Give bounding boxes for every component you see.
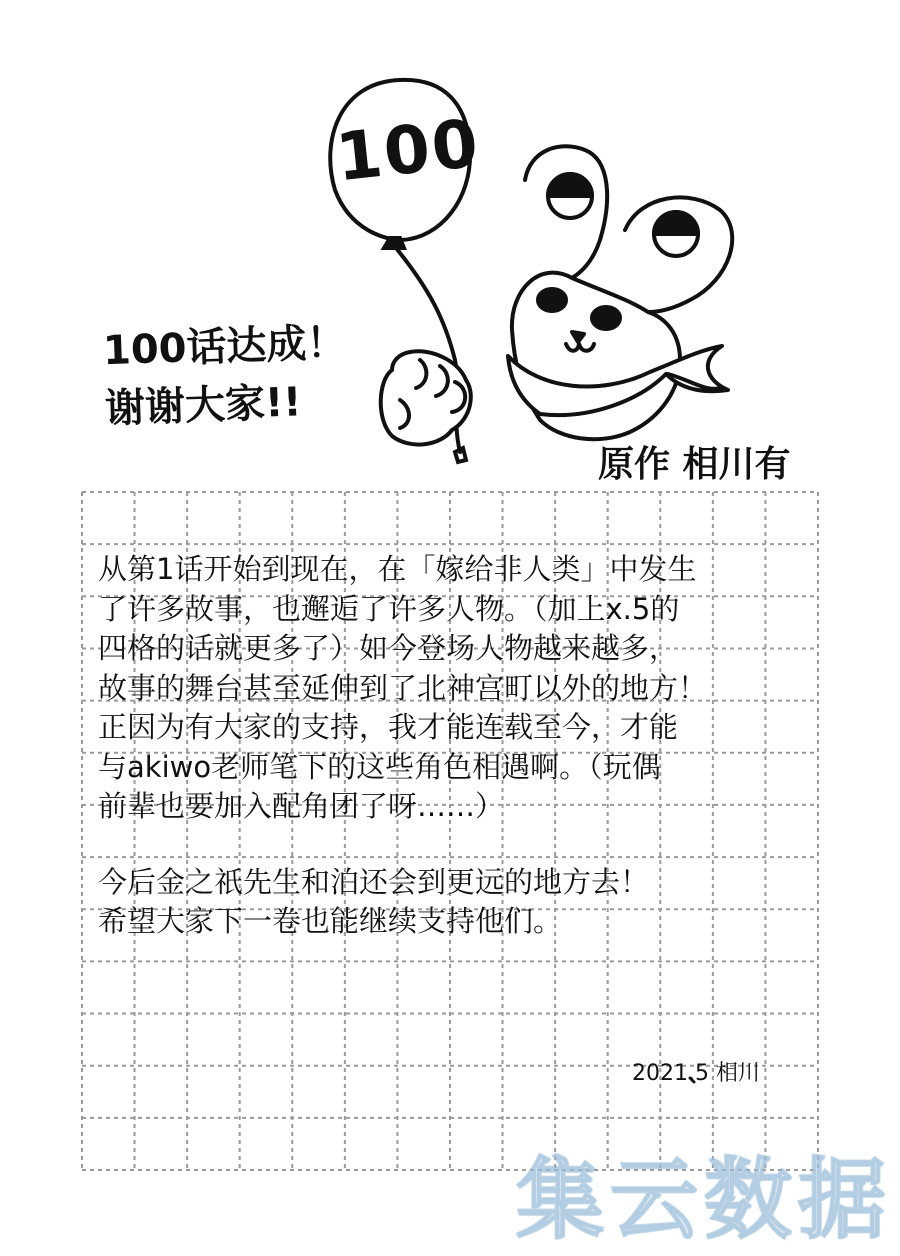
letter-paragraph-1 — [98, 550, 818, 827]
headline — [102, 314, 349, 438]
headline-line-2: 谢谢大家!! — [104, 379, 303, 433]
letter-line: 故事的舞台甚至延伸到了北神宫町以外的地方！ — [98, 670, 708, 705]
letter-body — [98, 550, 818, 942]
rabbit-mascot-icon — [508, 146, 732, 439]
letter-line: 希望大家下一卷也能继续支持他们。 — [98, 904, 563, 938]
letter-line: 从第1话开始到现在，在「嫁给非人类」中发生 — [98, 552, 697, 586]
letter-line: 与akiwo老师笔下的这些角色相遇啊。（玩偶 — [98, 749, 661, 784]
letter-paragraph-2 — [98, 863, 818, 942]
letter-line: 正因为有大家的支持，我才能连载至今，才能 — [98, 710, 679, 744]
watermark: 集云数据 — [516, 1148, 893, 1251]
letter-line: 前辈也要加入配角团了呀……） — [98, 789, 505, 823]
headline-line-1: 100话达成！ — [102, 319, 348, 375]
letter-line: 四格的话就更多了）如今登场人物越来越多， — [98, 631, 679, 665]
author-credit: 原作 相川有 — [598, 444, 791, 485]
balloon-number: 100 — [332, 104, 484, 197]
letter-line: 今后金之祇先生和泊还会到更远的地方去！ — [98, 864, 650, 899]
signature: 2021.5 相川 — [632, 1061, 760, 1086]
letter-line: 了许多故事，也邂逅了许多人物。（加上x.5的 — [98, 591, 680, 626]
